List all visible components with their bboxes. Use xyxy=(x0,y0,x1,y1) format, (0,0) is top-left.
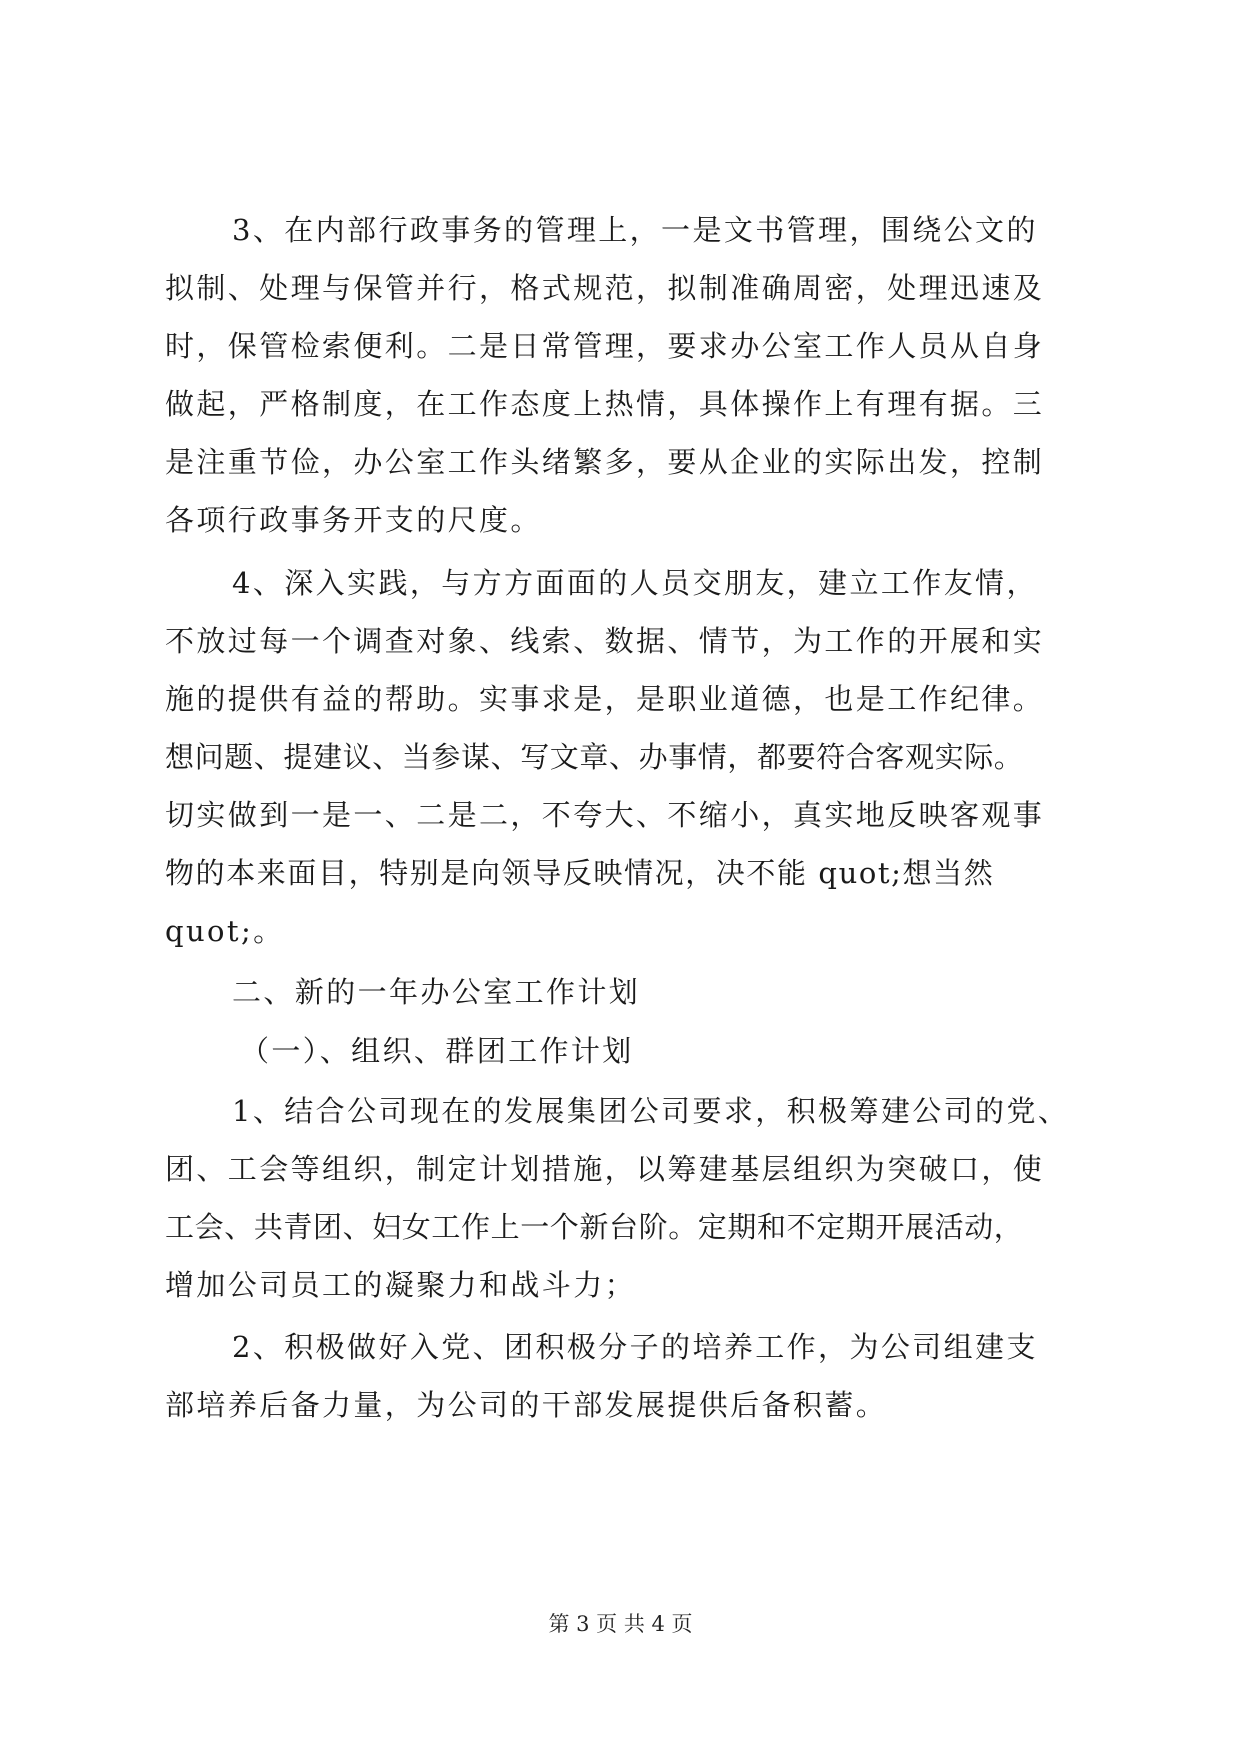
paragraph-4-line-6: 物的本来面目，特别是向领导反映情况，决不能 quot;想当然 xyxy=(165,856,995,890)
paragraph-4-line-5: 切实做到一是一、二是二，不夸大、不缩小，真实地反映客观事 xyxy=(165,798,1045,832)
item-1-line-4: 增加公司员工的凝聚力和战斗力； xyxy=(165,1268,637,1302)
item-1-line-2: 团、工会等组织，制定计划措施，以筹建基层组织为突破口，使 xyxy=(165,1152,1045,1186)
page-number-footer: 第 3 页 共 4 页 xyxy=(548,1612,693,1636)
paragraph-3-line-3: 时，保管检索便利。二是日常管理，要求办公室工作人员从自身 xyxy=(165,329,1045,363)
paragraph-3-line-5: 是注重节俭，办公室工作头绪繁多，要从企业的实际出发，控制 xyxy=(165,445,1045,479)
paragraph-3-line-6: 各项行政事务开支的尺度。 xyxy=(165,503,542,537)
item-2-line-2: 部培养后备力量，为公司的干部发展提供后备积蓄。 xyxy=(165,1388,888,1422)
paragraph-3-line-2: 拟制、处理与保管并行，格式规范，拟制准确周密，处理迅速及 xyxy=(165,271,1045,305)
paragraph-3-line-1: 3、在内部行政事务的管理上，一是文书管理，围绕公文的 xyxy=(232,213,1038,247)
paragraph-4-line-4: 想问题、提建议、当参谋、写文章、办事情，都要符合客观实际。 xyxy=(165,740,1024,774)
item-1-line-3: 工会、共青团、妇女工作上一个新台阶。定期和不定期开展活动， xyxy=(165,1210,1024,1244)
paragraph-4-line-2: 不放过每一个调查对象、线索、数据、情节，为工作的开展和实 xyxy=(165,624,1045,658)
subsection-heading: （一）、组织、群团工作计划 xyxy=(240,1034,634,1068)
paragraph-4-line-3: 施的提供有益的帮助。实事求是，是职业道德，也是工作纪律。 xyxy=(165,682,1045,716)
paragraph-3-line-4: 做起，严格制度，在工作态度上热情，具体操作上有理有据。三 xyxy=(165,387,1045,421)
section-heading: 二、新的一年办公室工作计划 xyxy=(232,975,641,1009)
paragraph-4-line-7: quot;。 xyxy=(165,914,285,948)
item-2-line-1: 2、积极做好入党、团积极分子的培养工作，为公司组建支 xyxy=(232,1330,1038,1364)
paragraph-4-line-1: 4、深入实践，与方方面面的人员交朋友，建立工作友情， xyxy=(232,566,1038,600)
item-1-line-1: 1、结合公司现在的发展集团公司要求，积极筹建公司的党、 xyxy=(232,1094,1070,1128)
